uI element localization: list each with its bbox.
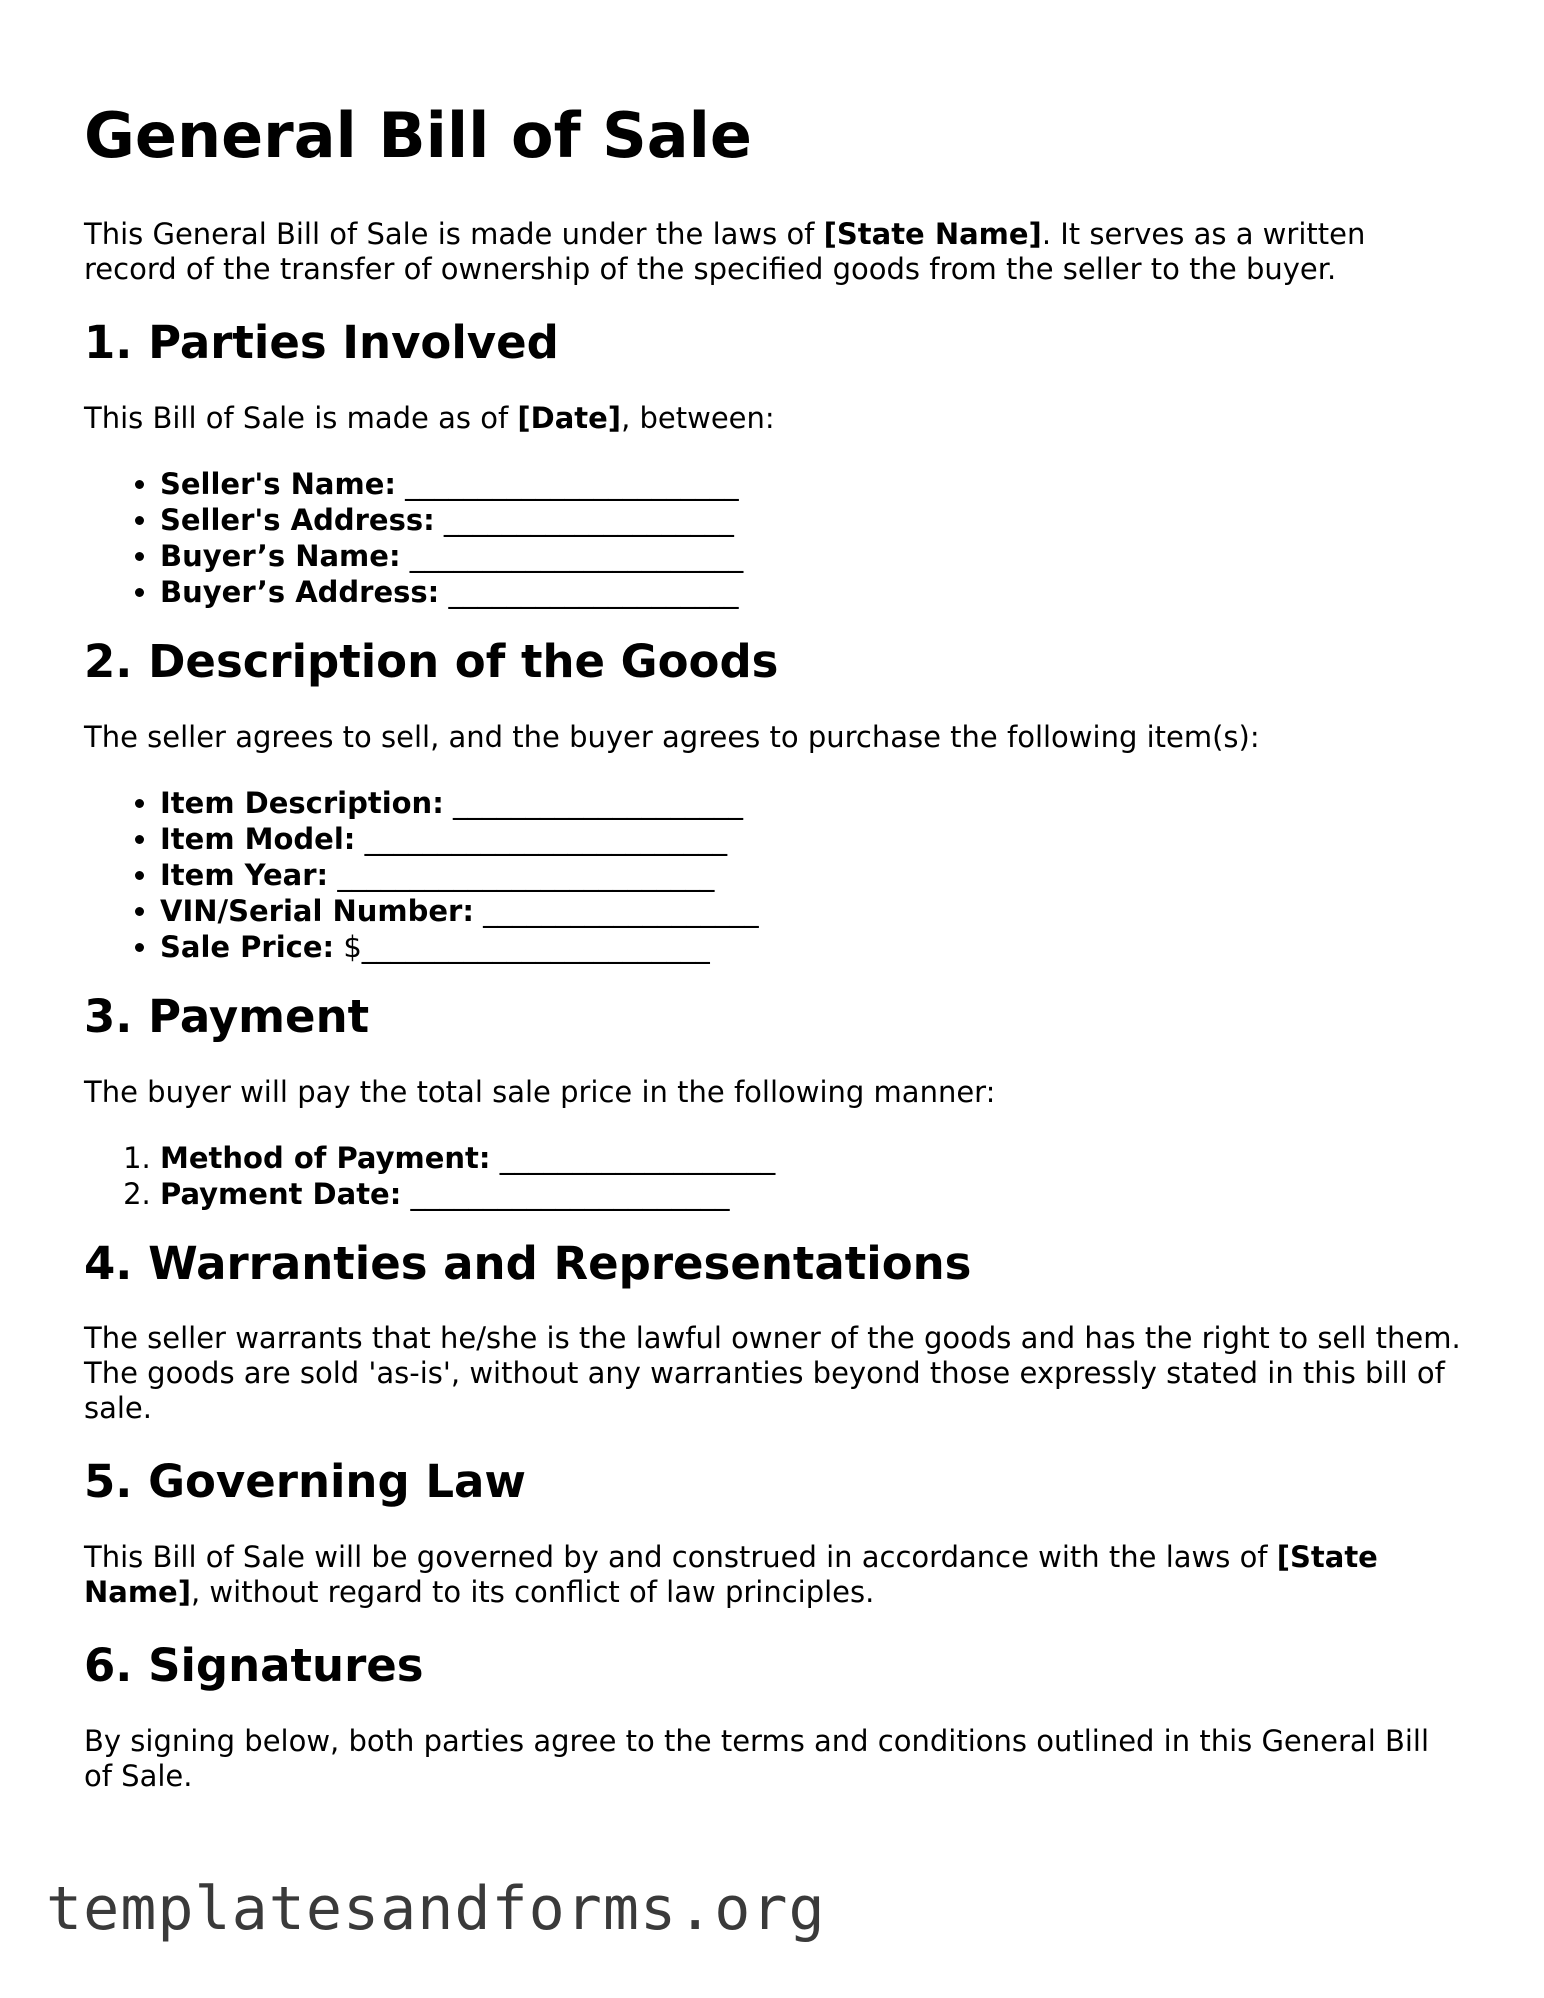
section-heading-payment: 3. Payment bbox=[84, 989, 370, 1043]
parties-text-after: , between: bbox=[621, 401, 775, 436]
payment-paragraph: The buyer will pay the total sale price in the following manner: bbox=[84, 1074, 996, 1109]
parties-paragraph bbox=[84, 401, 1464, 436]
document-title: General Bill of Sale bbox=[84, 99, 752, 172]
list-item-item-description bbox=[160, 785, 1464, 821]
list-item-buyer-address bbox=[160, 574, 1464, 610]
section-heading-goods: 2. Description of the Goods bbox=[84, 635, 779, 689]
parties-list bbox=[84, 466, 1464, 610]
field-label: Seller's Address: bbox=[160, 503, 435, 538]
governing-law-paragraph bbox=[84, 1540, 1464, 1610]
signatures-paragraph: By signing below, both parties agree to the terms and conditions outlined in this General Bill of Sale. bbox=[84, 1723, 1430, 1793]
item-year-blank[interactable]: __________________________ bbox=[328, 857, 715, 892]
payment-list bbox=[84, 1140, 1464, 1212]
section-heading-parties: 1. Parties Involved bbox=[84, 316, 559, 370]
date-placeholder: [Date] bbox=[517, 401, 622, 436]
field-label: Payment Date: bbox=[160, 1176, 402, 1211]
list-item-sale-price bbox=[160, 929, 1464, 965]
intro-state-placeholder: [State Name] bbox=[823, 217, 1042, 252]
payment-method-blank[interactable]: ___________________ bbox=[490, 1140, 776, 1175]
list-item-payment-method bbox=[160, 1140, 1464, 1176]
seller-address-blank[interactable]: ____________________ bbox=[434, 503, 734, 538]
intro-text-before: This General Bill of Sale is made under the laws of bbox=[84, 217, 824, 252]
sale-price-blank[interactable]: $________________________ bbox=[334, 929, 710, 964]
watermark: templatesandforms.org bbox=[46, 1874, 826, 1944]
field-label: Buyer’s Address: bbox=[160, 575, 440, 610]
list-item-seller-address bbox=[160, 502, 1464, 538]
list-item-item-year bbox=[160, 857, 1464, 893]
section-heading-governing-law: 5. Governing Law bbox=[84, 1455, 526, 1509]
document-page bbox=[84, 100, 1464, 1824]
field-label: Sale Price: bbox=[160, 929, 335, 964]
intro-text-after: . It serves as a written record of the transfer of ownership of the specified goods from the seller to the buyer. bbox=[84, 217, 1366, 287]
law-text-before: This Bill of Sale will be governed by and construed in accordance with the laws of bbox=[84, 1540, 1277, 1575]
item-model-blank[interactable]: _________________________ bbox=[355, 821, 728, 856]
intro-paragraph bbox=[84, 217, 1464, 287]
list-item-seller-name bbox=[160, 466, 1464, 502]
law-state-placeholder: [State Name] bbox=[84, 1540, 1378, 1610]
goods-paragraph: The seller agrees to sell, and the buyer agrees to purchase the following item(s): bbox=[84, 719, 1260, 754]
buyer-address-blank[interactable]: ____________________ bbox=[439, 575, 739, 610]
payment-date-blank[interactable]: ______________________ bbox=[401, 1176, 730, 1211]
law-text-after: , without regard to its conflict of law principles. bbox=[190, 1575, 875, 1610]
field-label: Item Year: bbox=[160, 857, 329, 892]
field-label: VIN/Serial Number: bbox=[160, 893, 474, 928]
list-item-buyer-name bbox=[160, 538, 1464, 574]
field-label: Item Description: bbox=[160, 785, 444, 820]
field-label: Seller's Name: bbox=[160, 467, 396, 502]
vin-serial-blank[interactable]: ___________________ bbox=[473, 893, 759, 928]
section-heading-signatures: 6. Signatures bbox=[84, 1639, 424, 1693]
field-label: Buyer’s Name: bbox=[160, 539, 401, 574]
field-label: Item Model: bbox=[160, 821, 356, 856]
section-heading-warranties: 4. Warranties and Representations bbox=[84, 1236, 972, 1290]
item-description-blank[interactable]: ____________________ bbox=[443, 785, 744, 820]
field-label: Method of Payment: bbox=[160, 1140, 491, 1175]
parties-text-before: This Bill of Sale is made as of bbox=[84, 401, 518, 436]
seller-name-blank[interactable]: _______________________ bbox=[395, 467, 739, 502]
buyer-name-blank[interactable]: _______________________ bbox=[400, 539, 744, 574]
list-item-payment-date bbox=[160, 1176, 1464, 1212]
warranties-paragraph: The seller warrants that he/she is the lawful owner of the goods and has the right to sell them. The goods are sold 'as-is', without any warranties beyond those expressly stated in this bill of sale. bbox=[84, 1321, 1461, 1426]
goods-list bbox=[84, 785, 1464, 965]
list-item-item-model bbox=[160, 821, 1464, 857]
list-item-vin-serial bbox=[160, 893, 1464, 929]
